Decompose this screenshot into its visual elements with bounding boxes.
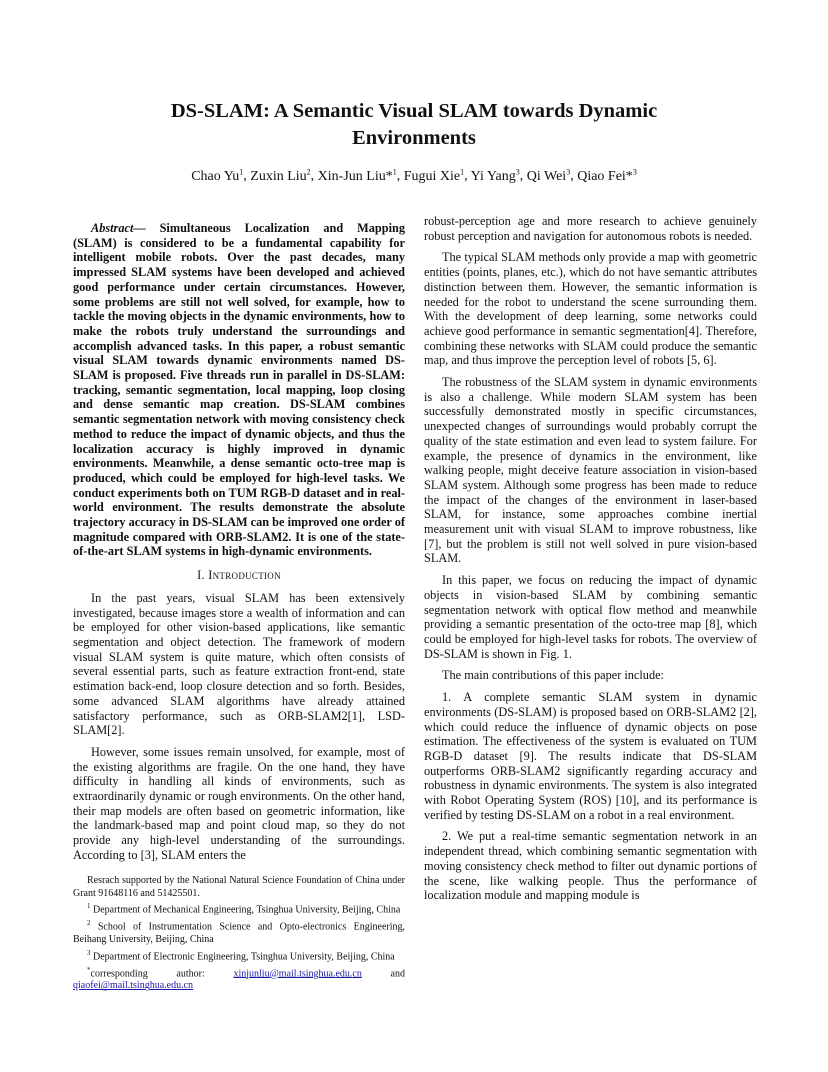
funding-footnote: Resrach supported by the National Natural Science Foundation of China under Grant 91648116 and 51425501. — [73, 875, 405, 899]
author: Qi Wei$^3$ — [526, 167, 571, 184]
author: Qiao Fei*$^3$ — [577, 167, 637, 184]
abstract-text: — Simultaneous Localization and Mapping (SLAM) is considered to be a fundamental capability for intelligent mobile robots. Over the past decades, many impressed SLAM systems have been developed and achieved good performance under certain circumstances. However, some problems are still not well solved, for example, how to tackle the moving objects in the dynamic environments, how to make the robots truly understand the surroundings and accomplish advanced tasks. In this paper, a robust semantic visual SLAM towards dynamic environments named DS-SLAM is proposed. Five threads run in parallel in DS-SLAM: tracking, semantic segmentation, local mapping, loop closing and dense semantic map creation. DS-SLAM combines semantic segmentation network with moving consistency check method to reduce the impact of dynamic objects, and thus the localization accuracy is highly improved in dynamic environments. Meanwhile, a dense semantic octo-tree map is produced, which could be employed for high-level tasks. We conduct experiments both on TUM RGB-D dataset and in real-world environment. The results demonstrate the absolute trajectory accuracy in DS-SLAM can be improved one order of magnitude compared with ORB-SLAM2. It is one of the state-of-the-art SLAM systems in high-dynamic environments. — [73, 221, 405, 559]
left-column — [73, 214, 405, 863]
abstract-label: Abstract — [91, 221, 134, 235]
email-link[interactable]: xinjunliu@mail.tsinghua.edu.cn — [233, 967, 362, 979]
affiliation-footnote: $^2$ School of Instrumentation Science and Opto-electronics Engineering, Beihang University, Beijing, China — [73, 919, 405, 946]
title-line-1: DS-SLAM: A Semantic Visual SLAM towards Dynamic — [170, 100, 658, 122]
body-paragraph: In this paper, we focus on reducing the impact of dynamic objects in vision-based SLAM by combining semantic segmentation network with optical flow method and meanwhile providing a semantic presentation of the octo-tree map [8], which could be employed for high-level tasks for robots. The overview of DS-SLAM is shown in Fig. 1. — [424, 573, 757, 661]
abstract — [73, 221, 405, 559]
contribution-item: 1. A complete semantic SLAM system in dynamic environments (DS-SLAM) is proposed based on ORB-SLAM2 [2], which could reduce the influence of dynamic objects on pose estimation. The effectiveness of the system is evaluated on TUM RGB-D dataset [9]. The results indicate that DS-SLAM outperforms ORB-SLAM2 significantly regarding accuracy and robustness in dynamic environments. The system is also integrated with Robot Operating System (ROS) [10], and its performance is verified by testing DS-SLAM on a robot in a real environment. — [424, 690, 757, 822]
body-paragraph: The typical SLAM methods only provide a map with geometric entities (points, planes, etc.), which do not have semantic attributes distinction between them. However, the semantic information is needed for the robot to understand the scene surrounding them. With the development of deep learning, some networks could achieve good performance in semantic segmentation[4]. Therefore, combining these networks with SLAM could produce the semantic map, and thus improve the perception level of robots [5, 6]. — [424, 250, 757, 368]
affiliation-footnote: $^3$ Department of Electronic Engineering, Tsinghua University, Beijing, China — [87, 948, 395, 962]
footnotes — [73, 875, 405, 993]
author: Zuxin Liu$^2$ — [250, 167, 311, 184]
author: Fugui Xie$^1$ — [403, 167, 465, 184]
intro-paragraph: In the past years, visual SLAM has been extensively investigated, because images store a wealth of information and can be employed for other vision-based applications, like semantic segmentation and object detection. The framework of modern visual SLAM system is quite mature, which often consists of several essential parts, such as feature extraction front-end, state estimation back-end, loop closure detection and so forth. Besides, some advanced SLAM algorithms have already attained satisfactory performance, such as ORB-SLAM2[1], LSD-SLAM[2]. — [73, 590, 405, 738]
paper-title — [70, 98, 758, 152]
contributions-intro: The main contributions of this paper include: — [442, 668, 664, 683]
author: Yi Yang$^3$ — [470, 167, 520, 184]
author: Chao Yu$^1$ — [191, 167, 244, 184]
section-heading-introduction: I. Introduction — [197, 568, 281, 583]
contribution-item: 2. We put a real-time semantic segmentation network in an independent thread, which combining semantic segmentation with moving consistency check method to filter out dynamic portions of the scene, like walking people. Thus the performance of localization module and mapping module is — [424, 829, 757, 903]
author: Xin-Jun Liu*$^1$ — [317, 167, 397, 184]
email-link[interactable]: qiaofei@mail.tsinghua.edu.cn — [73, 980, 194, 992]
body-paragraph: robust-perception age and more research to achieve genuinely robust perception and navigation for autonomous robots is needed. — [424, 214, 757, 243]
body-paragraph: The robustness of the SLAM system in dynamic environments is also a challenge. While modern SLAM system has been successfully demonstrated mostly in specific circumstances, unexpected changes of surroundings would probably corrupt the quality of the state estimation and even lead to system failure. For example, the presence of dynamics in the environment, like walking people, might deceive feature association in vision-based SLAM system. Although some progress has been made to reduce the impact of the changes of the environment in laser-based SLAM, for instance, some approaches combine inertial measurement unit with visual SLAM to improve robustness, like [7], but the problem is still not well solved in pure vision-based SLAM. — [424, 375, 757, 566]
corresponding-author-footnote: *corresponding author: xinjunliu@mail.tsinghua.edu.cn and qiaofei@mail.tsinghua.edu.cn — [73, 965, 405, 992]
right-column — [424, 214, 757, 903]
author-list: Chao Yu$^1$, Zuxin Liu$^2$, Xin-Jun Liu*$^1$, Fugui Xie$^1$, Yi Yang$^3$, Qi Wei$^3$, Qiao Fei*$^3$ — [191, 167, 637, 184]
title-line-2: Environments — [352, 127, 476, 149]
intro-paragraph: However, some issues remain unsolved, for example, most of the existing algorithms are fragile. On the one hand, they have difficulty in handling all kinds of environments, such as extraordinarily dynamic or rough environments. On the other hand, their map models are often based on geometric information, like the landmark-based map and point cloud map, so they do not provide any high-level understanding of the surroundings. According to [3], SLAM enters the — [73, 744, 405, 862]
affiliation-footnote: $^1$ Department of Mechanical Engineering, Tsinghua University, Beijing, China — [87, 902, 401, 916]
